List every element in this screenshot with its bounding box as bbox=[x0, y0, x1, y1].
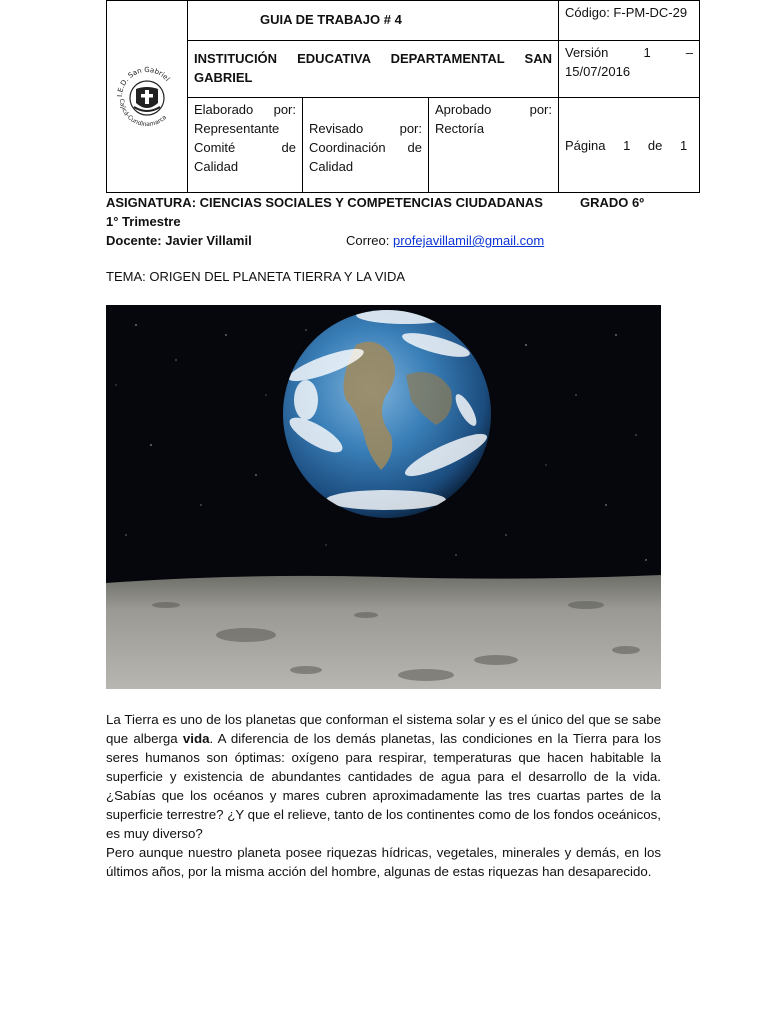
teacher-label: Docente: Javier Villamil bbox=[106, 233, 252, 248]
email-line bbox=[346, 231, 544, 250]
paragraph-1 bbox=[106, 710, 661, 843]
logo-cell bbox=[107, 1, 188, 193]
school-seal-logo bbox=[114, 55, 180, 139]
page-number-cell: Página 1 de 1 bbox=[559, 98, 700, 193]
topic-heading: TEMA: ORIGEN DEL PLANETA TIERRA Y LA VIDA bbox=[106, 269, 406, 284]
guide-title: GUIA DE TRABAJO # 4 bbox=[188, 1, 559, 41]
svg-text:Cajicá-Cundinamarca: Cajicá-Cundinamarca bbox=[117, 98, 168, 128]
version-cell: Versión 1 – 15/07/2016 bbox=[559, 41, 700, 98]
paragraph-1-bold: vida bbox=[182, 731, 210, 746]
paragraph-2: Pero aunque nuestro planeta posee riquezas hídricas, vegetales, minerales y demás, en los últimos años, por la misma acción del hombre, algunas de estas riquezas han desaparecido. bbox=[106, 845, 661, 879]
paragraph-1-rest: . A diferencia de los demás planetas, las condiciones en la Tierra para los seres humanos son óptimas: oxígeno para respirar, temperaturas que hacen habitable la superficie y existencia de abundantes cantidades de agua para el desarrollo de la vida. ¿Sabías que los océanos y mares cubren aproximadamente las tres cuartas partes de la superficie terrestre? ¿Y que el relieve, tanto de los continentes como de los fondos oceánicos, es muy diverso? bbox=[106, 731, 661, 841]
subject-line bbox=[106, 193, 543, 212]
institution-name: INSTITUCIÓN EDUCATIVA DEPARTAMENTAL SAN GABRIEL bbox=[188, 41, 559, 98]
code-cell: Código: F-PM-DC-29 bbox=[559, 1, 700, 41]
body-text bbox=[106, 710, 661, 881]
grade-label: GRADO 6º bbox=[580, 195, 644, 210]
reviewed-by-cell: Revisado por: Coordinación de Calidad bbox=[303, 98, 429, 193]
trimester-label: 1° Trimestre bbox=[106, 214, 181, 229]
elaborated-by-cell: Elaborado por: Representante Comité de Calidad bbox=[188, 98, 303, 193]
email-label: Correo: bbox=[346, 233, 393, 248]
subject-label: ASIGNATURA: CIENCIAS SOCIALES Y COMPETENCIAS CIUDADANAS bbox=[106, 195, 543, 210]
paragraph-1-start: La Tierra es uno de los planetas que conforman el sistema solar y es el único del que se sabe que alberga bbox=[106, 712, 661, 746]
header-table bbox=[106, 0, 700, 193]
earth-from-moon-image bbox=[106, 305, 661, 689]
email-link[interactable]: profejavillamil@gmail.com bbox=[392, 233, 545, 248]
svg-text:I.E.D. San Gabriel: I.E.D. San Gabriel bbox=[115, 65, 172, 97]
approved-by-cell: Aprobado por: Rectoría bbox=[429, 98, 559, 193]
